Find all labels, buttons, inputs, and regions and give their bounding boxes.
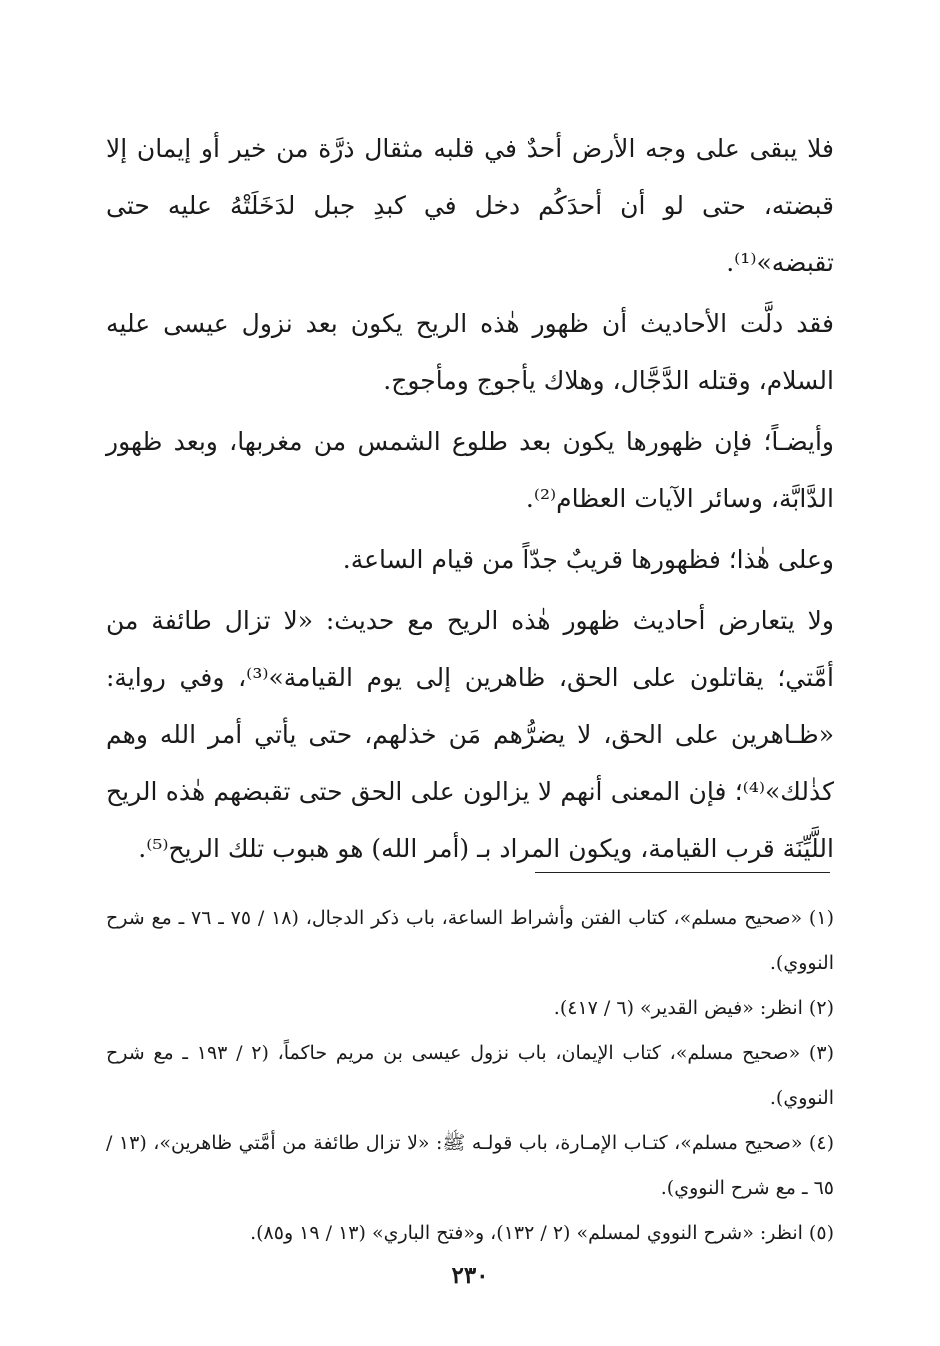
page-number: ٢٣٠ [451, 1262, 489, 1289]
footnote-1: (١) «صحيح مسلم»، كتاب الفتن وأشراط الساعة، باب ذكر الدجال، (١٨ / ٧٥ ـ ٧٦ ـ مع شرح النووي). [106, 907, 834, 974]
footnote-divider [535, 872, 830, 873]
paragraph: فلا يبقى على وجه الأرض أحدٌ في قلبه مثقال ذرَّة من خير أو إيمان إلا قبضته، حتى لو أن أحدَكُم دخل في كبدِ جبل لدَخَلَتْهُ عليه حتى تقبضه»⁽¹⁾. [106, 134, 834, 277]
main-text [106, 120, 834, 881]
paragraph: وعلى هٰذا؛ فظهورها قريبٌ جدّاً من قيام الساعة. [342, 545, 834, 574]
footnote-5: (٥) انظر: «شرح النووي لمسلم» (٢ / ١٣٢)، و«فتح الباري» (١٣ / ١٩ و٨٥). [250, 1222, 834, 1244]
footnotes [106, 896, 834, 1256]
paragraph: وأيضـاً؛ فإن ظهورها يكون بعد طلوع الشمس من مغربها، وبعد ظهور الدَّابَّة، وسائر الآيات العظام⁽²⁾. [106, 427, 834, 513]
paragraph: فقد دلَّت الأحاديث أن ظهور هٰذه الريح يكون بعد نزول عيسى عليه السلام، وقتله الدَّجَّال، وهلاك يأجوج ومأجوج. [106, 309, 834, 395]
footnote-2: (٢) انظر: «فيض القدير» (٦ / ٤١٧). [553, 997, 834, 1019]
paragraph: ولا يتعارض أحاديث ظهور هٰذه الريح مع حديث: «لا تزال طائفة من أمَّتي؛ يقاتلون على الحق، ظاهرين إلى يوم القيامة»⁽³⁾، وفي رواية: «ظـاهرين على الحق، لا يضرُّهم مَن خذلهم، حتى يأتي أمر الله وهم كذٰلك»⁽⁴⁾؛ فإن المعنى أنهم لا يزالون على الحق حتى تقبضهم هٰذه الريح اللَّيِّنَة قرب القيامة، ويكون المراد بـ (أمر الله) هو هبوب تلك الريح⁽⁵⁾. [106, 606, 834, 863]
footnote-4: (٤) «صحيح مسلم»، كتـاب الإمـارة، باب قولـه ﷺ: «لا تزال طائفة من أمَّتي ظاهرين»، (١٣ / ٦٥ ـ مع شرح النووي). [106, 1132, 834, 1199]
footnote-3: (٣) «صحيح مسلم»، كتاب الإيمان، باب نزول عيسى بن مريم حاكماً، (٢ / ١٩٣ ـ مع شرح النووي). [106, 1042, 834, 1109]
